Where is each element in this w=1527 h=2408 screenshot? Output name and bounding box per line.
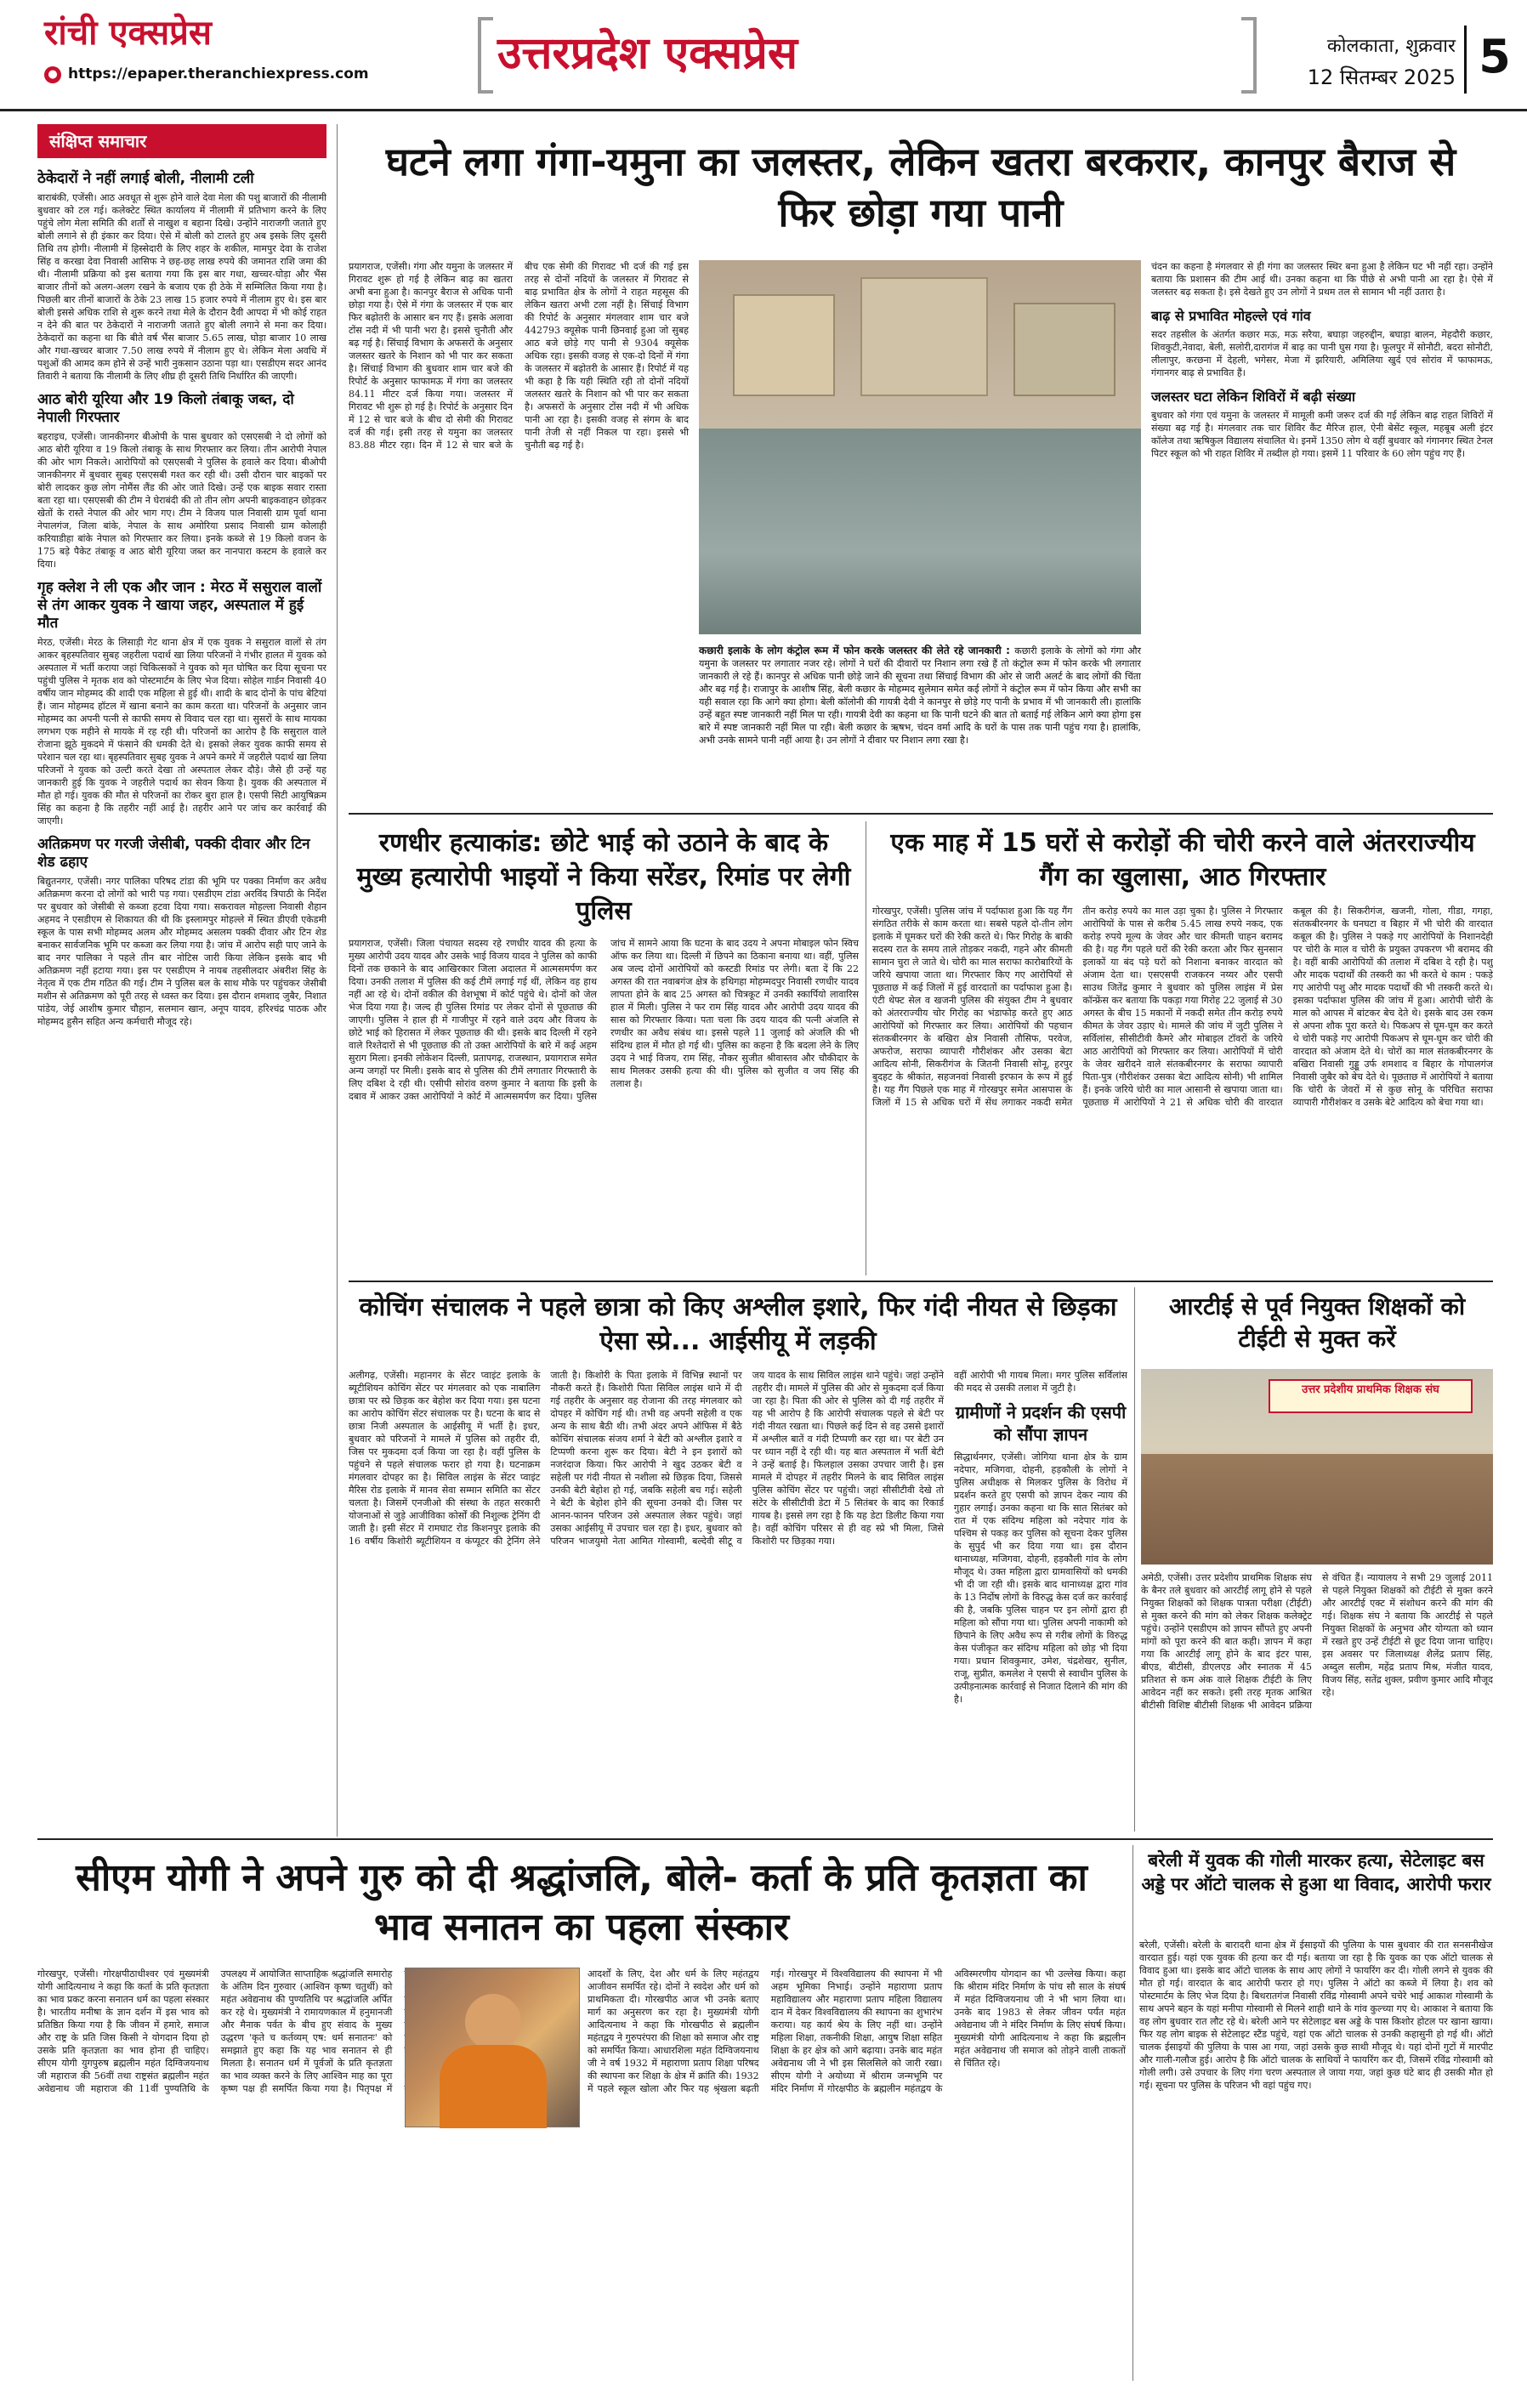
newspaper-logo: रांची एक्सप्रेस <box>44 14 212 53</box>
teachers-photo <box>1141 1369 1493 1565</box>
rule-lower <box>37 1838 1493 1840</box>
lead-story <box>349 124 1493 808</box>
story-headline: ग्रामीणों ने प्रदर्शन की एसपी को सौंपा ज्ञापन <box>955 1402 1127 1445</box>
brief-headline: आठ बोरी यूरिया और 19 किलो तंबाकू जब्त, दो नेपाली गिरफ्तार <box>37 391 294 426</box>
yogi-photo <box>405 1968 580 2127</box>
story-body: गोरखपुर, एजेंसी। गोरक्षपीठाधीश्वर एवं मुख्यमंत्री योगी आदित्यनाथ ने कहा कि कर्ता के प्रति कृतज्ञता का भाव प्रकट करना सनातन धर्म का पहला संस्कार है। भारतीय मनीषा के ज्ञान दर्शन में इस भाव को प्रतिष्ठित किया गया है कि जीवन में हमारे, समाज और राष्ट्र के प्रति जिस किसी ने योगदान दिया हो उसके प्रति कृतज्ञता का भाव होना ही चाहिए। सीएम योगी युगपुरुष ब्रह्मलीन महंत दिग्विजयनाथ जी महाराज की 56वीं तथा राष्ट्रसंत ब्रह्मलीन महंत अवेद्यनाथ जी महाराज की 11वीं पुण्यतिथि के उपलक्ष्य में आयोजित साप्ताहिक श्रद्धांजलि समारोह के अंतिम दिन गुरुवार (आश्विन कृष्ण चतुर्थी) को महंत अवेद्यनाथ की पुण्यतिथि पर श्रद्धांजलि अर्पित कर रहे थे। मुख्यमंत्री ने रामायणकाल में हनुमानजी और मैनाक पर्वत के बीच हुए संवाद के मुख्य उद्धरण 'कृते च कर्तव्यम् एष: धर्म सनातनः' को समझाते हुए कहा कि यह भाव सनातन से ही मिलता है। सनातन धर्म में पूर्वजों के प्रति कृतज्ञता का भाव व्यक्त करने के लिए आश्विन माह का पूरा कृष्ण पक्ष ही समर्पित किया गया है। पितृपक्ष में आदर्शों के लिए, देश और धर्म के लिए महंतद्वय आजीवन समर्पित रहे। दोनों ने स्वदेश और धर्म को प्राथमिकता दी। गोरखपीठ आज भी उनके बताए मार्ग का अनुसरण कर रहा है। मुख्यमंत्री योगी आदित्यनाथ ने कहा कि गोरखपीठ से ब्रह्मलीन महंतद्वय ने गुरुपरंपरा की शिक्षा को समाज और राष्ट्र को समर्पित किया। आधारशिला महंत दिग्विजयनाथ जी ने वर्ष 1932 में महाराणा प्रताप शिक्षा परिषद की स्थापना कर शिक्षा के क्षेत्र में क्रांति की। 1932 में पहले स्कूल खोला और फिर यह श्रृंखला बढ़ती गई। गोरखपुर में विश्वविद्यालय की स्थापना में भी अहम भूमिका निभाई। उन्होंने महाराणा प्रताप महाविद्यालय और महाराणा प्रताप महिला विद्यालय दान में देकर विश्वविद्यालय की स्थापना का शुभारंभ कराया। यह कार्य श्रेय के लिए नहीं था। उन्होंने महिला शिक्षा, तकनीकी शिक्षा, आयुष शिक्षा सहित शिक्षा के हर क्षेत्र को आगे बढ़ाया। उनके बाद महंत अवेद्यनाथ जी ने भी इस सिलसिले को जारी रखा। सीएम योगी ने अयोध्या में श्रीराम जन्मभूमि पर मंदिर निर्माण में गोरक्षपीठ के ब्रह्मलीन महंतद्वय के अविस्मरणीय योगदान का भी उल्लेख किया। कहा कि श्रीराम मंदिर निर्माण के पांच सौ साल के संघर्ष में महंत दिग्विजयनाथ जी ने भी भाग लिया था। उनके बाद 1983 से लेकर जीवन पर्यंत महंत अवेद्यनाथ जी ने मंदिर निर्माण के लिए संघर्ष किया। मुख्यमंत्री योगी आदित्यनाथ ने कहा कि ब्रह्मलीन महंत अवेद्यनाथ जी समाज को तोड़ने वाली ताकतों से चिंतित रहे। <box>37 1968 1126 2094</box>
col-divider <box>1132 1845 1133 2381</box>
story-headline: बरेली में युवक की गोली मारकर हत्या, सेटेलाइट बस अड्डे पर ऑटो चालक से हुआ था विवाद, आरोपी फरार <box>1141 1850 1491 1894</box>
dateline: कोलकाता, शुक्रवार <box>1326 36 1456 57</box>
story-body: बरेली, एजेंसी। बरेली के बारादरी थाना क्षेत्र में ईसाइयों की पुलिया के पास बुधवार की रात सनसनीखेज वारदात हुई। यहां एक युवक की हत्या कर दी गई। बताया जा रहा है कि युवक का एक ऑटो चालक से विवाद हुआ था। इसके बाद ऑटो चालक के साथ आए लोगों ने फायरिंग कर दी। गोली लगने से युवक की मौत हो गई। वारदात के बाद आरोपी फरार हो गए। पुलिस ने ऑटो का कब्जे में लिया है। शव को पोस्टमार्टम के लिए भेज दिया है। बिथरातगंज निवासी रविंद्र गोस्वामी अपने चचेरे भाई आकाश गोस्वामी के साथ अपने बहन के यहां मनीपा गोस्वामी से मिलने शाही थाने के गांव कुल्च्या गए थे। आकाश ने बताया कि वह लोग बुधवार रात लौट रहे थे। बरेली आने पर सेटेलाइट बस अड्डे के पास किशोर होटल पर खाना खाया। फिर यह लोग बाइक से सेटेलाइट स्टैंड पहुंचे, यहां एक ऑटो चालक से उनकी कहासुनी हो गई थी। ऑटो चालक ईसाइयों की पुलिया के पास आ गया, जहां उसके कुछ साथी मौजूद थे। यहां दोनों गुटों में मारपीट और गाली-गलौज हुई। आरोप है कि ऑटो चालक के साथियों ने फायरिंग कर दी, जिसमें रविंद्र गोस्वामी को गोली लगी। उसे उपचार के लिए गंगा चरण अस्पताल ले जाया गया, जहां कुछ घंटे बाद ही उसकी मौत हो गई। सूचना पर पुलिस के परिजन भी वहां पहुंच गए। <box>1139 1939 1493 2091</box>
masthead <box>0 0 1527 111</box>
story-extra: वहीं आरोपी भी गायब मिला। मगर पुलिस सर्विलांस की मदद से उसकी तलाश में जुटी है। <box>954 1370 1127 1394</box>
brief-body: बहराइच, एजेंसी। जानकीनगर बीओपी के पास बुधवार को एसएसबी ने दो लोगों को आठ बोरी यूरिया व 19 किलो तंबाकू के साथ गिरफ्तार कर लिया। तीन आरोपी नेपाल की ओर भाग निकले। आरोपियों को एसएसबी ने पुलिस के हवाले कर दिया। बीओपी जानकीनगर में बुधवार सुबह एसएसबी गश्त कर रही थी। उसी दौरान चार बाइकों पर बोरी लादकर कुछ लोग नोमैंस लैंड की ओर जाते दिखे। उन्हें एक बाइक सवार रास्ता बता रहा था। एसएसबी की टीम ने घेराबंदी की तो तीन लोग अपनी बाइकवाहन छोड़कर खेतों के रास्ते नेपाल की ओर भाग गए। टीम ने विजय पाल निवासी ग्राम पूर्वा थाना नेपालगंज, जिला बांके, नेपाल के साथ अमोरिया प्रसाद निवासी ग्राम कोलाही करियाडीहा बांके नेपाल को गिरफ्तार कर लिया। इनके कब्जे से 19 किलो वजन के 175 बड़े पैकेट तंबाकू व आठ बोरी यूरिया जब्त कर नानपारा कस्टम के हवाले कर दिया। <box>37 431 326 570</box>
brief-headline: अतिक्रमण पर गरजी जेसीबी, पक्की दीवार और टिन शेड ढहाए <box>37 836 310 871</box>
story-headline: रणधीर हत्याकांड: छोटे भाई को उठाने के बाद के मुख्य हत्यारोपी भाइयों ने किया सरेंडर, रिमांड पर लेगी पुलिस <box>356 828 851 926</box>
brief-body: मेरठ, एजेंसी। मेरठ के लिसाड़ी गेट थाना क्षेत्र में एक युवक ने ससुराल वालों से तंग आकर बृहस्पतिवार सुबह जहरीला पदार्थ खा लिया परिजनों ने गंभीर हालत में युवक को अस्पताल में भर्ती कराया जहां चिकित्सकों ने युवक को मृत घोषित कर दिया सूचना पर पहुंची पुलिस ने मृतक शव को पोस्टमार्टम के लिए भेज दिया। सोहेल गार्डन निवासी 40 वर्षीय जान मोहम्मद की शादी एक महिला से हुई थी। शादी के बाद दोनों के पांच बेटियां हैं। जान मोहम्मद हॉटल में खाना बनाने का काम करता था। परिजनों के अनुसार जान मोहम्मद का अपनी पत्नी से काफी समय से विवाद चल रहा था। सुसरों के साथ मायका लगभग एक महीने से मायके में रह रही थी। परिजनों का आरोप है कि ससुराल वाले रोजाना झूठे मुकदमे में फंसाने की धमकी देते थे। इसको लेकर युवक काफी समय से परेशान चल रहा था। बृहस्पतिवार सुबह युवक ने अपने कमरे में जहरीले पदार्थ खा लिया परिजनों ने युवक को उल्टी करते देखा तो अस्पताल लेकर दौड़े। जैसे ही उन्हें यह जानकारी हुई कि युवक ने जहरीले पदार्थ का सेवन किया है। युवक की अस्पताल में मौत हो गई। युवक की मौत से परिजनों का रोकर बुरा हाल है। एसपी सिटी आयुषिक्रम सिंह का कहना है कि तहरीर नहीं आई है। तहरीर आने पर जांच कर कार्रवाई की जाएगी। <box>37 637 326 826</box>
story-body: अलीगढ़, एजेंसी। महानगर के सेंटर प्वाइंट इलाके के ब्यूटीशियन कोचिंग सेंटर पर मंगलवार को एक नाबालिग छात्रा पर स्प्रे छिड़क कर बेहोश कर दिया गया। इस घटना का आरोप कोचिंग सेंटर संचालक पर है। घटना के बाद से छात्रा निजी अस्पताल के आईसीयू में भर्ती है। इधर, बुधवार को परिजनों ने मामले में पुलिस को तहरीर दी, जिस पर मुकदमा दर्ज किया जा रहा है। वहीं पुलिस के पहुंचने से पहले संचालक फरार हो गया है। घटनाक्रम मंगलवार दोपहर का है। सिविल लाइंस के सेंटर प्वाइंट मैरिस रोड इलाके में मानव सेवा सम्मान समिति का सेंटर चलता है। जिसमें एनजीओ की संस्था के तहत सरकारी योजनाओं से जुड़े आजीविका कोर्सों की निशुल्क ट्रेनिंग दी जाती है। इसी सेंटर में रामघाट रोड किशनपुर इलाके की 16 वर्षीय किशोरी ब्यूटीशियन व कंप्यूटर की ट्रेनिंग लेने जाती है। किशोरी के पिता इलाके में विभिन्न स्थानों पर नौकरी करते हैं। किशोरी पिता सिविल लाइंस थाने में दी गई तहरीर के अनुसार वह रोजाना की तरह मंगलवार को दोपहर में कोचिंग गई थी। तभी वह अपनी सहेली व एक अन्य के साथ बैठी थी। तभी अंदर अपने ऑफिस में बैठे कोचिंग संचालक संजय शर्मा ने बेटी को अश्लील इशारे व टिप्पणी करना शुरू कर दिया। बेटी ने इन इशारों को नजरंदाज किया। फिर आरोपी ने खुद उठकर बेटी व सहेली पर गंदी नीयत से नशीला स्प्रे छिड़क दिया, जिससे उनकी बेटी बेहोश हो गई, जबकि सहेली बच गई। सहेली ने बेटी के बेहोश होने की सूचना उनको दी। जिस पर आनन-फानन परिजन उसे अस्पताल लेकर पहुंचे। जहां उसका आईसीयू में उपचार चल रहा है। इधर, बुधवार को परिजन भाजयुमो नेता आमित गोस्वामी, बल्देवी सीटू व जय यादव के साथ सिविल लाइंस थाने पहुंचे। जहां उन्होंने तहरीर दी। मामले में पुलिस की ओर से मुकदमा दर्ज किया जा रहा है। पिता की ओर से पुलिस को दी गई तहरीर में यह भी आरोप है कि आरोपी संचालक पहले से बेटी पर गंदी नीयत रखता था। पिछले कई दिन से वह उससे इशारों में अश्लील बातें व गंदी टिप्पणी कर रहा था। पर बेटी उन पर ध्यान नहीं दे रही थी। यह बात अस्पताल में भर्ती बेटी ने उन्हें बताई है। फिलहाल उसका उपचार जारी है। इस मामले में दोपहर में तहरीर मिलने के बाद सिविल लाइंस पुलिस कोचिंग सेंटर पर पहुंची। जहां सीसीटीवी देखे तो संटेर के सीसीटीवी डेटा में 5 सितंबर के बाद का रिकार्ड गायब है। इससे लग रहा है कि यह डेटा डिलीट किया गया है। वहीं कोचिंग परिसर से ही वह स्प्रे भी मिला, जिसे किशोरी पर छिड़का गया। <box>349 1370 944 1547</box>
brief-headline: ठेकेदारों ने नहीं लगाई बोली, नीलामी टली <box>37 170 254 187</box>
story-body: सिद्धार्थनगर, एजेंसी। जोगिया थाना क्षेत्र के ग्राम नदेपार, मजिगवा, दोहनी, हड़कौली के लोगों ने पुलिस अधीक्षक से मिलकर पुलिस के विरोध में प्रदर्शन करते हुए एसपी को ज्ञापन देकर न्याय की गुहार लगाई। उनका कहना था कि सात सितंबर को रात में एक संदिग्ध महिला को नदेपार गांव के पश्चिम से पकड़ कर पुलिस को सूचना देकर पुलिस के सुपुर्द भी कर दिया गया था। इस दौरान थानाध्यक्ष, मजिगवा, दोहनी, हड़कौली गांव के लोग मौजूद थे। उक्त महिला द्वारा ग्रामवासियों को धमकी भी दी जा रही थी। इसके बाद थानाध्यक्ष द्वारा गांव के 13 निर्दोष लोगों के विरुद्ध केस दर्ज कर कार्रवाई की है, जबकि पुलिस चाहन पर इन लोगों द्वारा ही महिला को सौंपा गया था। पुलिस अपनी नाकामी को छिपाने के लिए अवैध रूप से गरीब लोगों के विरुद्ध केस पंजीकृत कर संदिग्ध महिला को छोड़ भी दिया गया। प्रधान शिवकुमार, उमेश, चंद्रशेखर, सुनील, राजू, सुप्रीत, कमलेश ने एसपी से स्वाधीन पुलिस के उत्पीड़नात्मक कार्रवाई से निजात दिलाने की मांग की है। <box>954 1451 1127 1705</box>
lead-right-para: चंदन का कहना है मंगलवार से ही गंगा का जलस्तर स्थिर बना हुआ है लेकिन घट भी नहीं रहा। उन्होंने बताया कि प्रशासन की टीम आई थी। उनका कहना था कि पीछे से अभी पानी आ रहा है। ऐसे में जलस्तर बढ़ सकता है। इसे देखते हुए उन लोगों ने प्रथम तल से सामान भी नहीं उतारा है। <box>1151 261 1493 298</box>
banner-text: उत्तर प्रदेशीय प्राथमिक शिक्षक संघ <box>1269 1379 1473 1413</box>
photo-caption <box>699 645 1141 747</box>
lead-subhead-camps: जलस्तर घटा लेकिन शिविरों में बढ़ी संख्या <box>1151 389 1356 405</box>
section-bracket-left <box>478 17 493 94</box>
rule-lead-bottom <box>349 813 1493 815</box>
sidebar <box>37 124 326 1833</box>
section-title: उत्तरप्रदेश एक्सप्रेस <box>497 28 798 79</box>
story-body: गोरखपुर, एजेंसी। पुलिस जांच में पर्दाफाश हुआ कि यह गैंग संगठित तरीके से काम करता था। सबसे पहले दो-तीन लोग इलाके में घूमकर घरों की रेकी करते थे। फिर गिरोह के बाकी सदस्य रात के समय ताले तोड़कर नकदी, गहने और कीमती सामान चुरा ले जाते थे। चोरी का माल सराफा कारोबारियों के जरिये खपाया जाता था। गिरफ्तार किए गए आरोपियों से पूछताछ में कई जिलों में हुई वारदातों का पर्दाफाश हुआ है। एंटी थेफ्ट सेल व खजनी पुलिस की संयुक्त टीम ने बुधवार को अंतरराज्यीय चोर गिरोह का भंडाफोड़ करते हुए आठ आरोपियों को गिरफ्तार कर लिया। आरोपियों की पहचान संतकबीरनगर के बखिरा क्षेत्र निवासी तौसिफ, परवेज, अफरोज, सराफा व्यापारी गौरीशंकर और उसका बेटा आदित्य सोनी, सिकरीगंज के जितनी निवासी सोनू, हरपुर बुदहट के श्रीकांत, सहजनवां निवासी इरफान के रूप में हुई है। यह गैंग पिछले एक माह में गोरखपुर समेत आसपास के जिलों में 15 से अधिक घरों में सेंध लगाकर नकदी समेत तीन करोड़ रुपये का माल उड़ा चुका है। पुलिस ने गिरफ्तार आरोपियों के पास से करीब 5.45 लाख रुपये नकद, एक करोड़ रुपये मूल्य के जेवर और चार कीमती चाहन बरामद की है। यह गैंग पहले घरों की रेकी करता और फिर सुनसान इलाकों या बंद पड़े घरों को निशाना बनाकर वारदात को अंजाम देता था। एसएसपी राजकरन नय्यर और एसपी साउथ जितेंद्र कुमार ने बुधवार को पुलिस लाइंस में प्रेस कॉन्फ्रेंस कर बताया कि पकड़ा गया गिरोह 22 जुलाई से 30 अगस्त के बीच 15 मकानों में नकदी समेत तीन करोड़ रुपये कीमत के जेवर उड़ाए थे। मामले की जांच में जुटी पुलिस ने सर्विलांस, सीसीटीवी कैमरे और मोबाइल टॉवरों के जरिये आठ आरोपियों को गिरफ्तार कर लिया। आरोपियों में चोरी के जेवर खरीदने वाले संतकबीरनगर के सराफा व्यापारी पिता-पुत्र (गौरीशंकर उसका बेटा आदित्य सोनी) भी शामिल हैं। इनके जरिये चोरी का माल आसानी से खपाया जाता था। पूछताछ में आरोपियों ने 21 से अधिक चोरी की वारदात कबूल की है। सिकरीगंज, खजनी, गोला, गीडा, गगहा, संतकबीरनगर के घनघटा व बिहार में भी चोरी की वारदात कबूल की है। पुलिस ने पकड़े गए आरोपियों के निशानदेही पर चोरी के माल व चोरी के प्रयुक्त उपकरण भी बरामद की है। वहीं बाकी आरोपियों की तलाश में दबिश दे रही है। पशु और मादक पदार्थों की तस्करी का भी करते थे काम : पकड़े गए आरोपी पशु और मादक पदार्थों की भी तस्करी करते थे। इसका पर्दाफाश पुलिस की जांच में हुआ। आरोपी चोरी के माल को आपस में बांटकर बेच देते थे। इसके बाद उस रकम से अपना शौक पूरा करते थे। पिकअप से घूम-घूम कर करते थे चोरी पकड़े गए आरोपी पिकअप से घूम-घूम कर चोरी की वारदात को अंजाम देते थे। चोरों का माल संतकबीरनगर के बखिरा निवासी गुड्डू उर्फ शमशाद व बिहार के गोपालगंज निवासी जुबैर को बेच देते थे। पूछताछ में आरोपियों ने बताया कि चोरी के जेवरों में से कुछ सोनू के परिचित सराफा व्यापारी गौरीशंकर व उसके बेटे आदित्य को बेचा गया था। <box>872 906 1493 1108</box>
brief-body: बाराबंकी, एजेंसी। आठ अवधूत से शुरू होने वाले देवा मेला की पशु बाजारों की नीलामी बुधवार को टल गई। कलेक्टेट स्थित कार्यालय में नीलामी में प्रतिभाग करने के लिए पहुंचे लोग मेला समिति की शर्तों से नाखुश व बहाना दिखे। उन्होंने नाराजगी जताते हुए बोली लगाने से ही इंकार कर दिया। ऐसे में बोली को टालते हुए अब इसके लिए दूसरी तिथि तय होगी। नीलामी में हिस्सेदारी के लिए शहर के शकील, मामपुर देवा के राजेश सिंह व करखा देवा निवासी आसिफ ने छह-छह लाख रुपये की जमानत राशि जमा की थी। नीलामी प्रक्रिया को इस बताया गया कि इस बार गधा, खच्चर-घोड़ा और भैंस बाजार तीनों को अलग-अलग रखने के बजाय एक ही ठेके में सम्मिलित किया गया है। पिछली बार तीनों बाजारों के ठेके 23 लाख 15 हजार रुपये में नीलाम हुए थे। इस बार बोली इससे अधिक राशि से शुरू करने तथा मेले के दौरान दैवी आपदा में भी कोई राहत न देने की बात पर ठेकेदारों ने नाराजगी जताते हुए बोली लगाने से मना कर दिया। ठेकेदारों का कहना था कि बीते वर्ष भैंस बाजार 5.65 लाख, घोड़ा बाजार 10 लाख और गधा-खच्चर बाजार 7.50 लाख रुपये में नीलाम हुए थे। लेकिन मेला अवधि में पशुओं की आमद कम होने से उन्हें भारी नुकसान उठाना पड़ा था। एसडीएम सदर आनंद तिवारी ने बताया कि नीलामी के लिए शीघ्र ही दूसरी तिथि निर्धारित की जाएगी। <box>37 192 326 382</box>
lead-subhead-affected: बाढ़ से प्रभावित मोहल्ले एवं गांव <box>1151 308 1311 324</box>
story-headline: कोचिंग संचालक ने पहले छात्रा को किए अश्लील इशारे, फिर गंदी नीयत से छिड़का ऐसा स्प्रे... आईसीयू में लड़की <box>359 1292 1117 1356</box>
lead-right-para: बुधवार को गंगा एवं यमुना के जलस्तर में मामूली कमी जरूर दर्ज की गई लेकिन बाढ़ राहत शिविरों में संख्या बढ़ गई है। मंगलवार तक चार शिविर कैंट मैरिज हाल, ऐनी बेसेंट स्कूल, महबूब अली इंटर कॉलेज तथा ऋषिकुल विद्यालय संचालित थे। इनमें 1350 लोग थे वहीं बुधवार को गंगानगर स्थित टेनल पिटर स्कूल को भी राहत शिविर में तब्दील हो गया। इसमें 11 परिवार के 60 लोग पहुंच गए हैं। <box>1151 410 1493 459</box>
story-cm-yogi <box>37 1845 1126 2381</box>
rule-mid <box>349 1281 1493 1282</box>
col-divider <box>1134 1287 1135 1832</box>
brief-headline: गृह क्लेश ने ली एक और जान : मेरठ में ससुराल वालों से तंग आकर युवक ने खाया जहर, अस्पताल में हुई मौत <box>37 579 322 632</box>
caption-bold: कछारी इलाके के लोग कंट्रोल रूम में फोन करके जलस्तर की लेते रहे जानकारी : <box>699 645 1010 656</box>
lead-body: प्रयागराज, एजेंसी। गंगा और यमुना के जलस्तर में गिरावट शुरू हो गई है लेकिन बाढ़ का खतरा अभी बना हुआ है। कानपुर बैराज से अधिक पानी छोड़ा गया है। ऐसे में गंगा के जलस्तर में एक बार फिर बढ़ोतरी के आसार बन गए हैं। इसके अलावा टोंस नदी में भी पानी भरा है। इससे चुनौती और बढ़ गई है। सिंचाई विभाग के अफसरों के अनुसार जलस्तर खतरे के निशान को भी पार कर सकता है। सिंचाई विभाग की बुधवार शाम चार बजे की रिपोर्ट के अनुसार फाफामऊ में गंगा का जलस्तर 84.11 मीटर दर्ज किया गया। जलस्तर में गिरावट भी शुरू हो गई है। रिपोर्ट के अनुसार दिन में 12 से चार बजे के बीच दो सेमी की गिरावट दर्ज की गई। इसी तरह से यमुना का जलस्तर 83.88 मीटर रहा। दिन में 12 से चार बजे के बीच एक सेमी की गिरावट भी दर्ज की गई इस तरह से दोनों नदियों के जलस्तर में गिरावट से बाढ़ प्रभावित क्षेत्र के लोगों ने राहत महसूस की लेकिन खतरा अभी टला नहीं है। सिंचाई विभाग की रिपोर्ट के अनुसार मंगलवार शाम चार बजे 442793 क्यूसेक पानी छिनवाई हुआ जो सुबह आठ बजे छोड़े गए पानी से 9304 क्यूसेक अधिक रहा। इसकी वजह से एक-दो दिनों में गंगा के जलस्तर में बढ़ोतरी के आसार हैं। रिपोर्ट में यह भी कहा है कि यही स्थिति रही तो दोनों नदियों जलस्तर खतरे के निशान को भी पार कर सकता है। अफसरों के अनुसार टोंस नदी में भी अधिक पानी आ रहा है। इसकी वजह से संगम के बाद पानी तेजी से नहीं निकल पा रहा। इससे भी चुनौती बढ़ गई है। <box>349 261 689 451</box>
page-number: 5 <box>1479 30 1511 83</box>
brief-body: बिद्युतनगर, एजेंसी। नगर पालिका परिषद टांडा की भूमि पर पक्का निर्माण कर अवैध अतिक्रमण करना दो लोगों को भारी पड़ गया। एसडीएम टांडा अरविंद त्रिपाठी के निर्देश पर बुधवार को जेसीबी से कब्जा हटवा दिया गया। सकरावल मोहल्ला निवासी शैहान अहमद ने एसडीएम से शिकायत की थी कि इस्लामपुर मोहल्ले में स्थित डीएवी एकेडमी स्कूल के पास सभी मोहम्मद अलम और मोहम्मद असलम पक्की दीवार और टिन शेड बनाकर सार्वजनिक भूमि पर कब्जा कर लिया गया है। जांच में आरोप सही पाए जाने के बाद नगर पालिका ने पहले तीन बार नोटिस जारी किया लेकिन इसके बाद भी अतिक्रमण नहीं हटाया गया। इस पर एसडीएम ने नायब तहसीलदार अंबरीश सिंह के नेतृत्व में एक टीम गठित की गई। टीम ने पुलिस बल के साथ मौके पर पहुंचकर जेसीबी मशीन से अतिक्रमण को पूरी तरह से ध्वस्त कर दिया। इस दौरान शमशाद जुबैर, निशात पांडेय, जेई आशीष कुमार चौहान, सलमान खान, अनूप यादव, हरिश्चंद्र पाठक और मोहम्मद हुसैन सहित अन्य कर्मचारी मौजूद रहे। <box>37 876 326 1027</box>
story-bareilly <box>1139 1845 1493 2381</box>
sidebar-title: संक्षिप्त समाचार <box>37 124 326 158</box>
masthead-rule <box>0 109 1527 111</box>
story-theft-gang <box>872 821 1493 1275</box>
caption-text: कछारी इलाके के लोगों को गंगा और यमुना के जलस्तर पर लगातार नजर रहे। लोगों ने घरों की दीवारों पर निशान लगा रखे हैं तो कंट्रोल रूम में फोन करके भी लगातार जानकारी ले रहे हैं। कानपुर से अधिक पानी छोड़े जाने की सूचना तथा सिंचाई विभाग की ओर से जारी अलर्ट के बाद लोगों की चिंता और बढ़ गई है। राजापुर के आशीष सिंह, बेली कछार के मोहम्मद सुलेमान समेत कई लोगों ने कंट्रोल रूम में फोन किया और सभी का यही सवाल रहा कि आगे क्या होगा। बेली कॉलोनी की गायत्री देवी ने कानपुर से छोड़े गए पानी के प्रभाव में भी जानकारी ली। हालांकि उन्हें बहुत स्पष्ट जानकारी नहीं मिल पा रही। गायत्री देवी का कहना था कि पानी घटने की बात तो बताई गई लेकिन आगे क्या होगा इस बारे में स्पष्ट जानकारी नहीं मिल पा रही। बेली कछार के ऋषभ, चंदन वर्मा आदि के घरों के पास तक पानी पहुंच गया है। हालांकि, अभी उनके सामने पानी नहीं आया है। उन लोगों ने दीवार पर निशान लगा रखा है। <box>699 645 1141 746</box>
globe-icon: ● <box>44 66 61 83</box>
epaper-url[interactable]: https://epaper.theranchiexpress.com <box>68 65 369 82</box>
flood-photo <box>699 260 1141 634</box>
section-bracket-right <box>1241 17 1257 94</box>
lead-body-lower <box>349 645 689 808</box>
story-rte-teachers <box>1141 1287 1493 1832</box>
story-body: प्रयागराज, एजेंसी। जिला पंचायत सदस्य रहे रणधीर यादव की हत्या के मुख्य आरोपी उदय यादव और उसके भाई विजय यादव ने पुलिस को काफी दिनों तक छकाने के बाद आखिरकार जिला अदालत में आत्मसमर्पण कर दिया। उनकी तलाश में पुलिस की कई टीमें लगाई गई थीं, लेकिन वह हाथ नहीं आ रहे थे। दोनों वकील की वेशभूषा में कोर्ट पहुंचे थे। दोनों को जेल भेज दिया गया है। जल्द ही पुलिस रिमांड पर लेकर दोनों से पूछताछ की जाएगी। पुलिस ने हाल ही में गाजीपुर में रहने वाले उदय और विजय के छोटे भाई को हिरासत में लेकर पूछताछ की थी। इसके बाद दिल्ली में रहने वाले रिश्तेदारों से भी पूछताछ की तो उक्त आरोपियों के बारे में कई अहम सुराग मिला। इनकी लोकेशन दिल्ली, प्रतापगढ़, राजस्थान, प्रयागराज समेत अन्य जगहों पर मिली। इसके बाद से पुलिस की टीमें लगातार गिरफ्तारी के लिए दबिश दे रही थी। एसीपी सोरांव वरुण कुमार ने बताया कि इसी के दबाव में आकर उक्त आरोपियों ने कोर्ट में आत्मसमर्पण कर दिया। पुलिस जांच में सामने आया कि घटना के बाद उदय ने अपना मोबाइल फोन स्विच ऑफ कर लिया था। दिल्ली में छिपने का ठिकाना बनाया था। वहीं, पुलिस अब जल्द दोनों आरोपियों को कस्टडी रिमांड पर लेगी। बता दें कि 22 अगस्त की रात नवाबगंज क्षेत्र के हथिगहा मोहम्मदपुर निवासी रणधीर यादव लापता होने के बाद 25 अगस्त को चित्रकूट में उनकी स्कार्पियो लावारिस हाल में मिली। पुलिस ने फर राम सिंह यादव और आरोपी उदय यादव की सास को गिरफ्तार किया। पता चला कि उदय यादव की पत्नी अंजलि से रणधीर का अवैध संबंध था। इससे पहले 11 जुलाई को अंजलि की भी संदिग्ध हाल में मौत हो गई थी। पुलिस का कहना है कि बदला लेने के लिए उदय ने भाई विजय, राम सिंह, नौकर सुजीत श्रीवास्तव और चौकीदार के साथ मिलकर उसकी हत्या की थी। पुलिस को सुजीत व जय सिंह की तलाश है। <box>349 938 859 1102</box>
story-headline: आरटीई से पूर्व नियुक्त शिक्षकों को टीईटी से मुक्त करें <box>1168 1292 1466 1353</box>
issue-date: 12 सितम्बर 2025 <box>1307 65 1456 89</box>
lead-headline: घटने लगा गंगा-यमुना का जलस्तर, लेकिन खतरा बरकरार, कानपुर बैराज से फिर छोड़ा गया पानी <box>385 139 1456 236</box>
story-headline: एक माह में 15 घरों से करोड़ों की चोरी करने वाले अंतरराज्यीय गैंग का खुलासा, आठ गिरफ्तार <box>890 828 1475 892</box>
sidebar-divider <box>337 124 338 1837</box>
story-randhir <box>349 821 859 1275</box>
story-body: अमेठी, एजेंसी। उत्तर प्रदेशीय प्राथमिक शिक्षक संघ के बैनर तले बुधवार को आरटीई लागू होने से पहले नियुक्त शिक्षकों को शिक्षक पात्रता परीक्षा (टीईटी) से मुक्त करने की मांग को लेकर शिक्षक कलेक्ट्रेट पहुंचे। उन्होंने एसडीएम को ज्ञापन सौंपते हुए अपनी मांगों को पूरा करने की बात कही। ज्ञापन में कहा गया कि आरटीई लागू होने के बाद इंटर पास, बीएड, बीटीसी, डीएलएड और स्नातक में 45 प्रतिशत से कम अंक वाले शिक्षक टीईटी के लिए आवेदन नहीं कर सकते। इसी तरह मृतक आश्रित बीटीसी विशिष्ट बीटीसी शिक्षक भी आवेदन प्रक्रिया से वंचित हैं। न्यायालय ने सभी 29 जुलाई 2011 से पहले नियुक्त शिक्षकों को टीईटी से मुक्त करने और आरटीई एक्ट में संशोधन करने की मांग की गई। शिक्षक संघ ने बताया कि आरटीई से पहले नियुक्त शिक्षकों के अनुभव और योग्यता को ध्यान में रखते हुए उन्हें टीईटी से छूट दिया जाना चाहिए। इस अवसर पर जिलाध्यक्ष शैलेंद्र प्रताप सिंह, अब्दुल सलीम, महेंद्र प्रताप मिश्र, मंजीत यादव, विजय सिंह, सतेंद्र शुक्ल, प्रवीण कुमार आदि मौजूद रहे। <box>1141 1572 1493 1711</box>
page-divider <box>1464 26 1467 94</box>
story-headline: सीएम योगी ने अपने गुरु को दी श्रद्धांजलि, बोले- कर्ता के प्रति कृतज्ञता का भाव सनातन का पहला संस्कार <box>76 1856 1087 1949</box>
lead-right-para: सदर तहसील के अंतर्गत कछार मऊ, मऊ सरैया, बघाड़ा जहरुद्दीन, बघाड़ा बालन, मेहदौरी कछार, शिवकुटी,नेवादा, बेली, सलोरी,दारागंज में बाढ़ का पानी घुस गया है। फूलपुर में सोनौटी, बदरा सोनौटी, लीलापुर, करछना में देहली, भगेसर, मेजा में झरियारी, अमिलिया खुर्द एवं सोरांव में फाफामऊ, गंगानगर बाढ़ से प्रभावित हैं। <box>1151 329 1493 378</box>
story-coaching <box>349 1287 1127 1832</box>
